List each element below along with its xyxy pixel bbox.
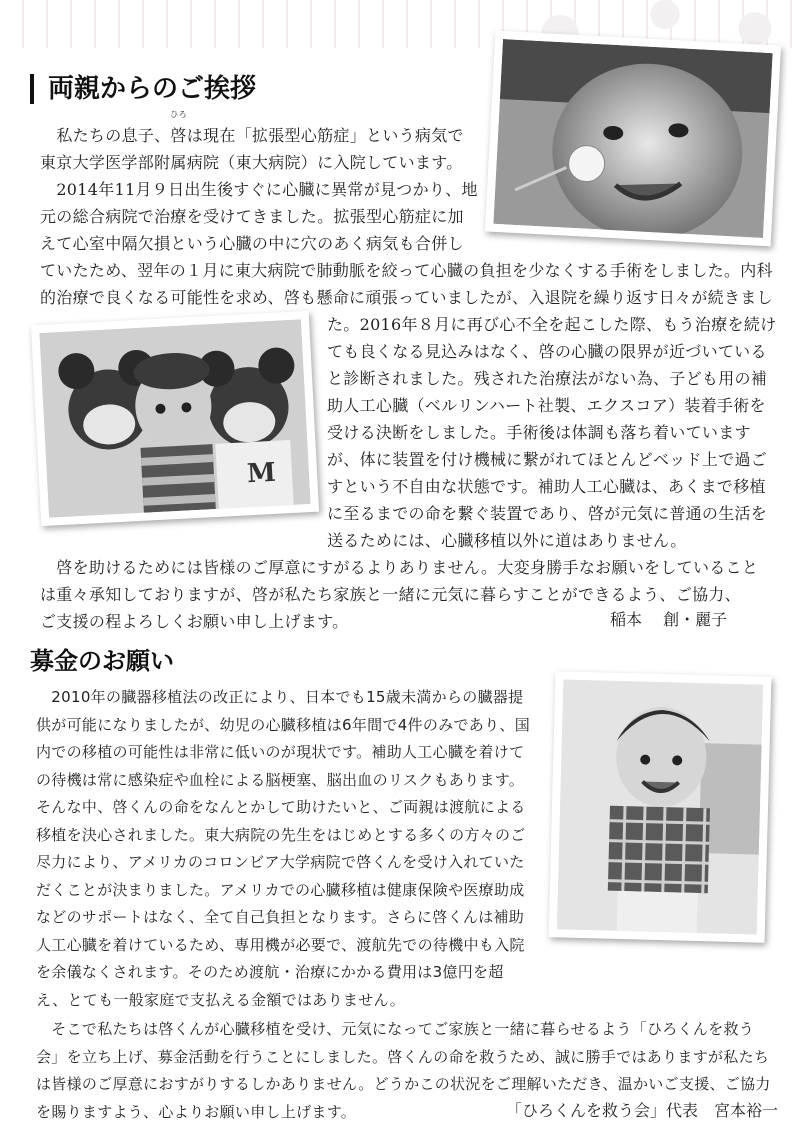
text-line: の待機は常に感染症や血栓による脳梗塞、脳出血のリスクもあります。: [36, 770, 525, 789]
text-line: 供が可能になりましたが、幼児の心臓移植は6年間で4件のみであり、国: [36, 715, 530, 734]
section-title-fundraising-request: 募金のお願い: [30, 647, 174, 675]
text-line: 2014年11月９日出生後すぐに心臓に異常が見つかり、地: [56, 180, 478, 199]
text-line: そこで私たちは啓くんが心臓移植を受け、元気になってご家族と一緒に暮らせるよう「ひろくんを救う: [36, 1020, 755, 1038]
greeting-paragraph-1: [40, 110, 470, 176]
text-line: 東京大学医学部附属病院（東大病院）に入院しています。: [40, 153, 463, 172]
text-line: 2010年の臓器移植法の改正により、日本でも15歳未満からの臓器提: [36, 688, 524, 706]
text-line: そんな中、啓くんの命をなんとかして助けたいと、ご両親は渡航による: [36, 798, 526, 816]
text-line: を賜りますよう、心よりお願い申し上げます。: [36, 1102, 357, 1121]
text-line: 送るためには、心臓移植以外に道はありません。: [327, 531, 687, 550]
parents-signature: 稲本 創・麗子: [610, 610, 728, 629]
text-line: えて心室中隔欠損という心臓の中に穴のあく病気も合併し: [40, 234, 464, 253]
photo-baby-standing: [549, 671, 772, 943]
text-line: と診断されました。残された治療法がない為、子ども用の補: [327, 369, 768, 388]
text-line: 受ける決断をしました。手術後は体調も落ち着いています: [327, 423, 751, 442]
text-line: ご支援の程よろしくお願い申し上げます。: [40, 612, 349, 631]
text-line: は重々承知しておりますが、啓が私たち家族と一緒に元気に暮らすことができるよう、ご協力、: [40, 585, 741, 604]
text-line: だくことが決まりました。アメリカでの心臓移植は健康保険や医療助成: [36, 880, 525, 899]
text-line: が、体に装置を付け機械に繋がれてほとんどベッド上で過ご: [327, 450, 768, 469]
text-line: 尽力により、アメリカのコロンビア大学病院で啓くんを受け入れていた: [36, 853, 525, 871]
text-line: ても良くなる見込みはなく、啓の心臓の限界が近づいている: [327, 342, 767, 361]
photo-baby-hospital: [485, 31, 781, 247]
association-signature: 「ひろくんを救う会」代表 宮本裕一: [506, 1101, 779, 1120]
text-line: すという不自由な状態です。補助人工心臓は、あくまで移植: [327, 477, 766, 496]
text-line: 啓を助けるためには皆様のご厚意にすがるよりありません。大変身勝手なお願いをしていること: [40, 558, 759, 577]
text-line: た。2016年８月に再び心不全を起こした際、もう治療を続け: [327, 315, 777, 334]
text-line: を余儀なくされます。そのため渡航・治療にかかる費用は3億円を超: [36, 963, 504, 981]
fundraising-paragraph-1: [36, 684, 546, 1014]
section-title-parents-greeting: 両親からのご挨拶: [30, 74, 256, 104]
text-line: 会」を立ち上げ、募金活動を行うことにしました。啓くんの命を救うため、誠に勝手ではありますが私たち: [36, 1047, 770, 1066]
text-line: え、とても一般家庭で支払える金額ではありません。: [36, 990, 406, 1009]
text-line: に至るまでの命を繋ぐ装置であり、啓が元気に普通の生活を: [327, 504, 768, 523]
text-line: 人工心臓を着けているため、専用機が必要で、渡航先での待機中も入院: [36, 935, 525, 954]
text-line: 移植を決心されました。東大病院の先生をはじめとする多くの方々のご: [36, 825, 526, 844]
text-line: 元の総合病院で治療を受けてきました。拡張型心筋症に加: [40, 207, 464, 226]
text-line: は皆様のご厚意におすがりするしかありません。どうかこの状況をご理解いただき、温かいご支援、ご協力: [36, 1075, 771, 1093]
svg-text:M: M: [246, 457, 277, 490]
text-line: 的治療で良くなる可能性を求め、啓も懸命に頑張っていましたが、入退院を繰り返す日々が続きまし: [40, 288, 773, 307]
text-line: 助人工心臓（ベルリンハート社製、エクスコア）装着手術を: [327, 396, 766, 415]
photo-baby-with-plush-toys: [31, 311, 319, 526]
text-line: 内での移植の可能性は非常に低いのが現状です。補助人工心臓を着けて: [36, 743, 525, 761]
text-line: 私たちの息子、啓 ひろ は現在「拡張型心筋症」という病気で: [40, 122, 470, 149]
text-line: などのサポートはなく、全て自己負担となります。さらに啓くんは補助: [36, 908, 525, 926]
text-line: ていたため、翌年の１月に東大病院で肺動脈を絞って心臓の負担を少なくする手術をしました。内科: [40, 261, 773, 280]
ruby-name: 啓 ひろ: [170, 110, 187, 145]
greeting-paragraph-3: [327, 311, 777, 554]
